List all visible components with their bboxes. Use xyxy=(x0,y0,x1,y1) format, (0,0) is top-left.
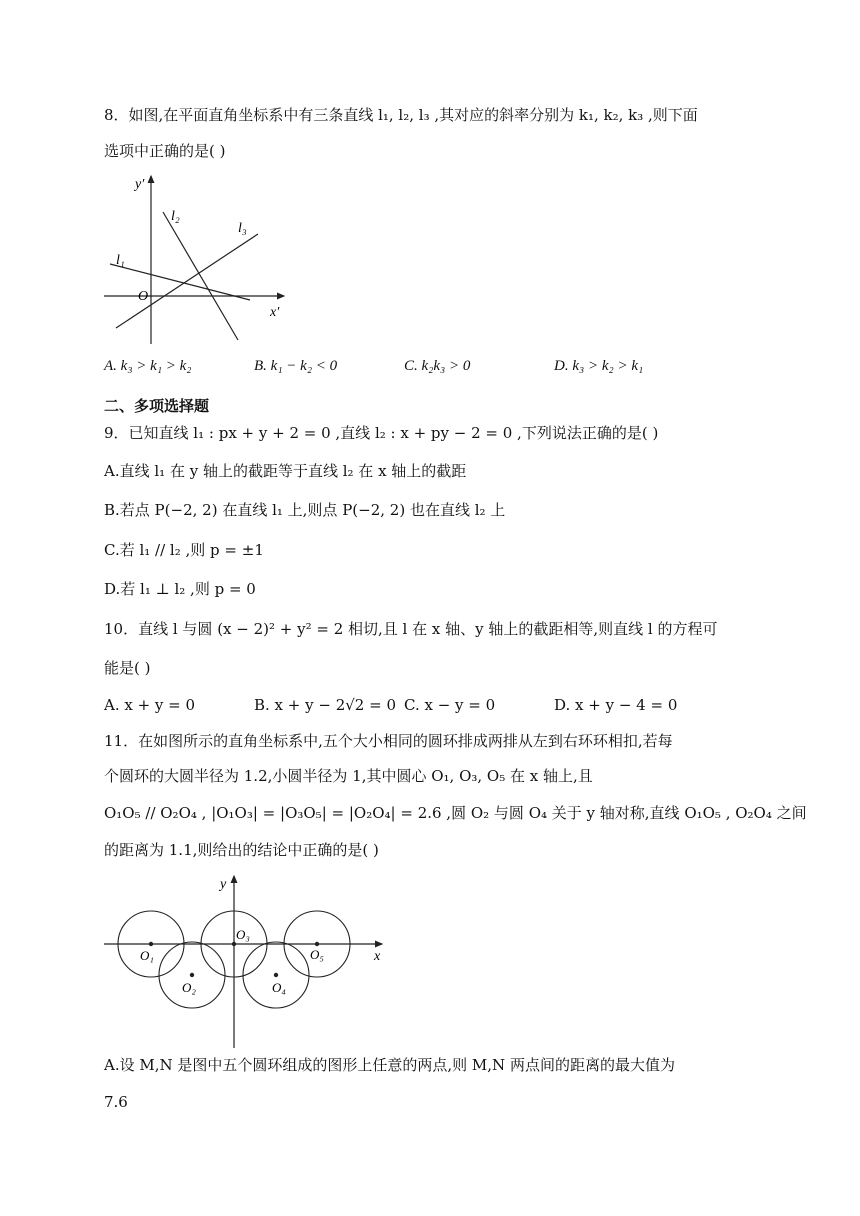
q8-y-axis-label: y′ xyxy=(135,177,145,192)
center-o5-dot xyxy=(315,942,319,946)
q10-stem-line1: 10．直线 l 与圆 (x − 2)² + y² = 2 相切,且 l 在 x 轴、y 轴上的截距相等,则直线 l 的方程可 xyxy=(104,620,718,638)
q8-figure xyxy=(100,172,300,352)
label-o4: O₄ xyxy=(272,980,286,995)
q10-option-b: B. x + y − 2√2 = 0 xyxy=(254,696,396,714)
q9-option-a: A.直线 l₁ 在 y 轴上的截距等于直线 l₂ 在 x 轴上的截距 xyxy=(104,462,467,480)
label-o5: O₅ xyxy=(310,947,324,962)
q11-stem-line3: O₁O₅ // O₂O₄ , |O₁O₃| = |O₃O₅| = |O₂O₄| = 2.6 ,圆 O₂ 与圆 O₄ 关于 y 轴对称,直线 O₁O₅ , O₂O₄ 之间 xyxy=(104,804,807,822)
section-heading: 二、多项选择题 xyxy=(104,397,210,415)
q10-option-c: C. x − y = 0 xyxy=(404,696,496,714)
q11-option-a-line1: A.设 M,N 是图中五个圆环组成的图形上任意的两点,则 M,N 两点间的距离的最大值为 xyxy=(104,1056,675,1074)
q10-option-d: D. x + y − 4 = 0 xyxy=(554,696,678,714)
q8-origin-label: O xyxy=(138,289,149,304)
q11-stem-line2: 个圆环的大圆半径为 1.2,小圆半径为 1,其中圆心 O₁, O₃, O₅ 在 x 轴上,且 xyxy=(104,767,593,785)
q11-option-a-line2: 7.6 xyxy=(104,1093,128,1111)
q8-x-axis-label: x′ xyxy=(270,305,280,320)
label-o3: O₃ xyxy=(236,927,250,942)
q8-line-l1 xyxy=(110,264,250,300)
q11-rings-figure xyxy=(100,872,390,1050)
q8-option-a: A. k₃ > k₁ > k₂ xyxy=(104,358,192,374)
center-o2-dot xyxy=(190,973,194,977)
center-o4-dot xyxy=(274,973,278,977)
q10-stem-line2: 能是( ) xyxy=(104,659,151,677)
q9-option-d: D.若 l₁ ⊥ l₂ ,则 p = 0 xyxy=(104,580,256,598)
q8-label-l2: l₂ xyxy=(171,209,180,224)
q11-x-axis-label: x xyxy=(374,949,381,964)
q10-option-a: A. x + y = 0 xyxy=(104,696,196,714)
q11-stem-line1: 11．在如图所示的直角坐标系中,五个大小相同的圆环排成两排从左到右环环相扣,若每 xyxy=(104,732,673,750)
q9-option-b: B.若点 P(−2, 2) 在直线 l₁ 上,则点 P(−2, 2) 也在直线 l₂ 上 xyxy=(104,501,506,519)
q8-stem-line2: 选项中正确的是( ) xyxy=(104,142,226,160)
q8-label-l1: l₁ xyxy=(116,253,125,268)
label-o2: O₂ xyxy=(182,980,196,995)
q8-line-l3 xyxy=(116,234,258,328)
q9-stem: 9．已知直线 l₁ : px + y + 2 = 0 ,直线 l₂ : x + py − 2 = 0 ,下列说法正确的是( ) xyxy=(104,424,659,442)
q8-line-l2 xyxy=(163,212,238,340)
q11-stem-line4: 的距离为 1.1,则给出的结论中正确的是( ) xyxy=(104,841,379,859)
q8-option-c: C. k₂k₃ > 0 xyxy=(404,358,471,374)
center-o3-dot xyxy=(232,942,236,946)
q8-option-b: B. k₁ − k₂ < 0 xyxy=(254,358,338,374)
q11-y-axis-label: y xyxy=(220,877,227,892)
q8-label-l3: l₃ xyxy=(238,221,247,236)
label-o1: O₁ xyxy=(140,948,154,963)
q8-stem-line1: 8．如图,在平面直角坐标系中有三条直线 l₁, l₂, l₃ ,其对应的斜率分别为 k₁, k₂, k₃ ,则下面 xyxy=(104,106,698,124)
q9-option-c: C.若 l₁ // l₂ ,则 p = ±1 xyxy=(104,541,264,559)
q8-option-d: D. k₃ > k₂ > k₁ xyxy=(554,358,644,374)
center-o1-dot xyxy=(149,942,153,946)
